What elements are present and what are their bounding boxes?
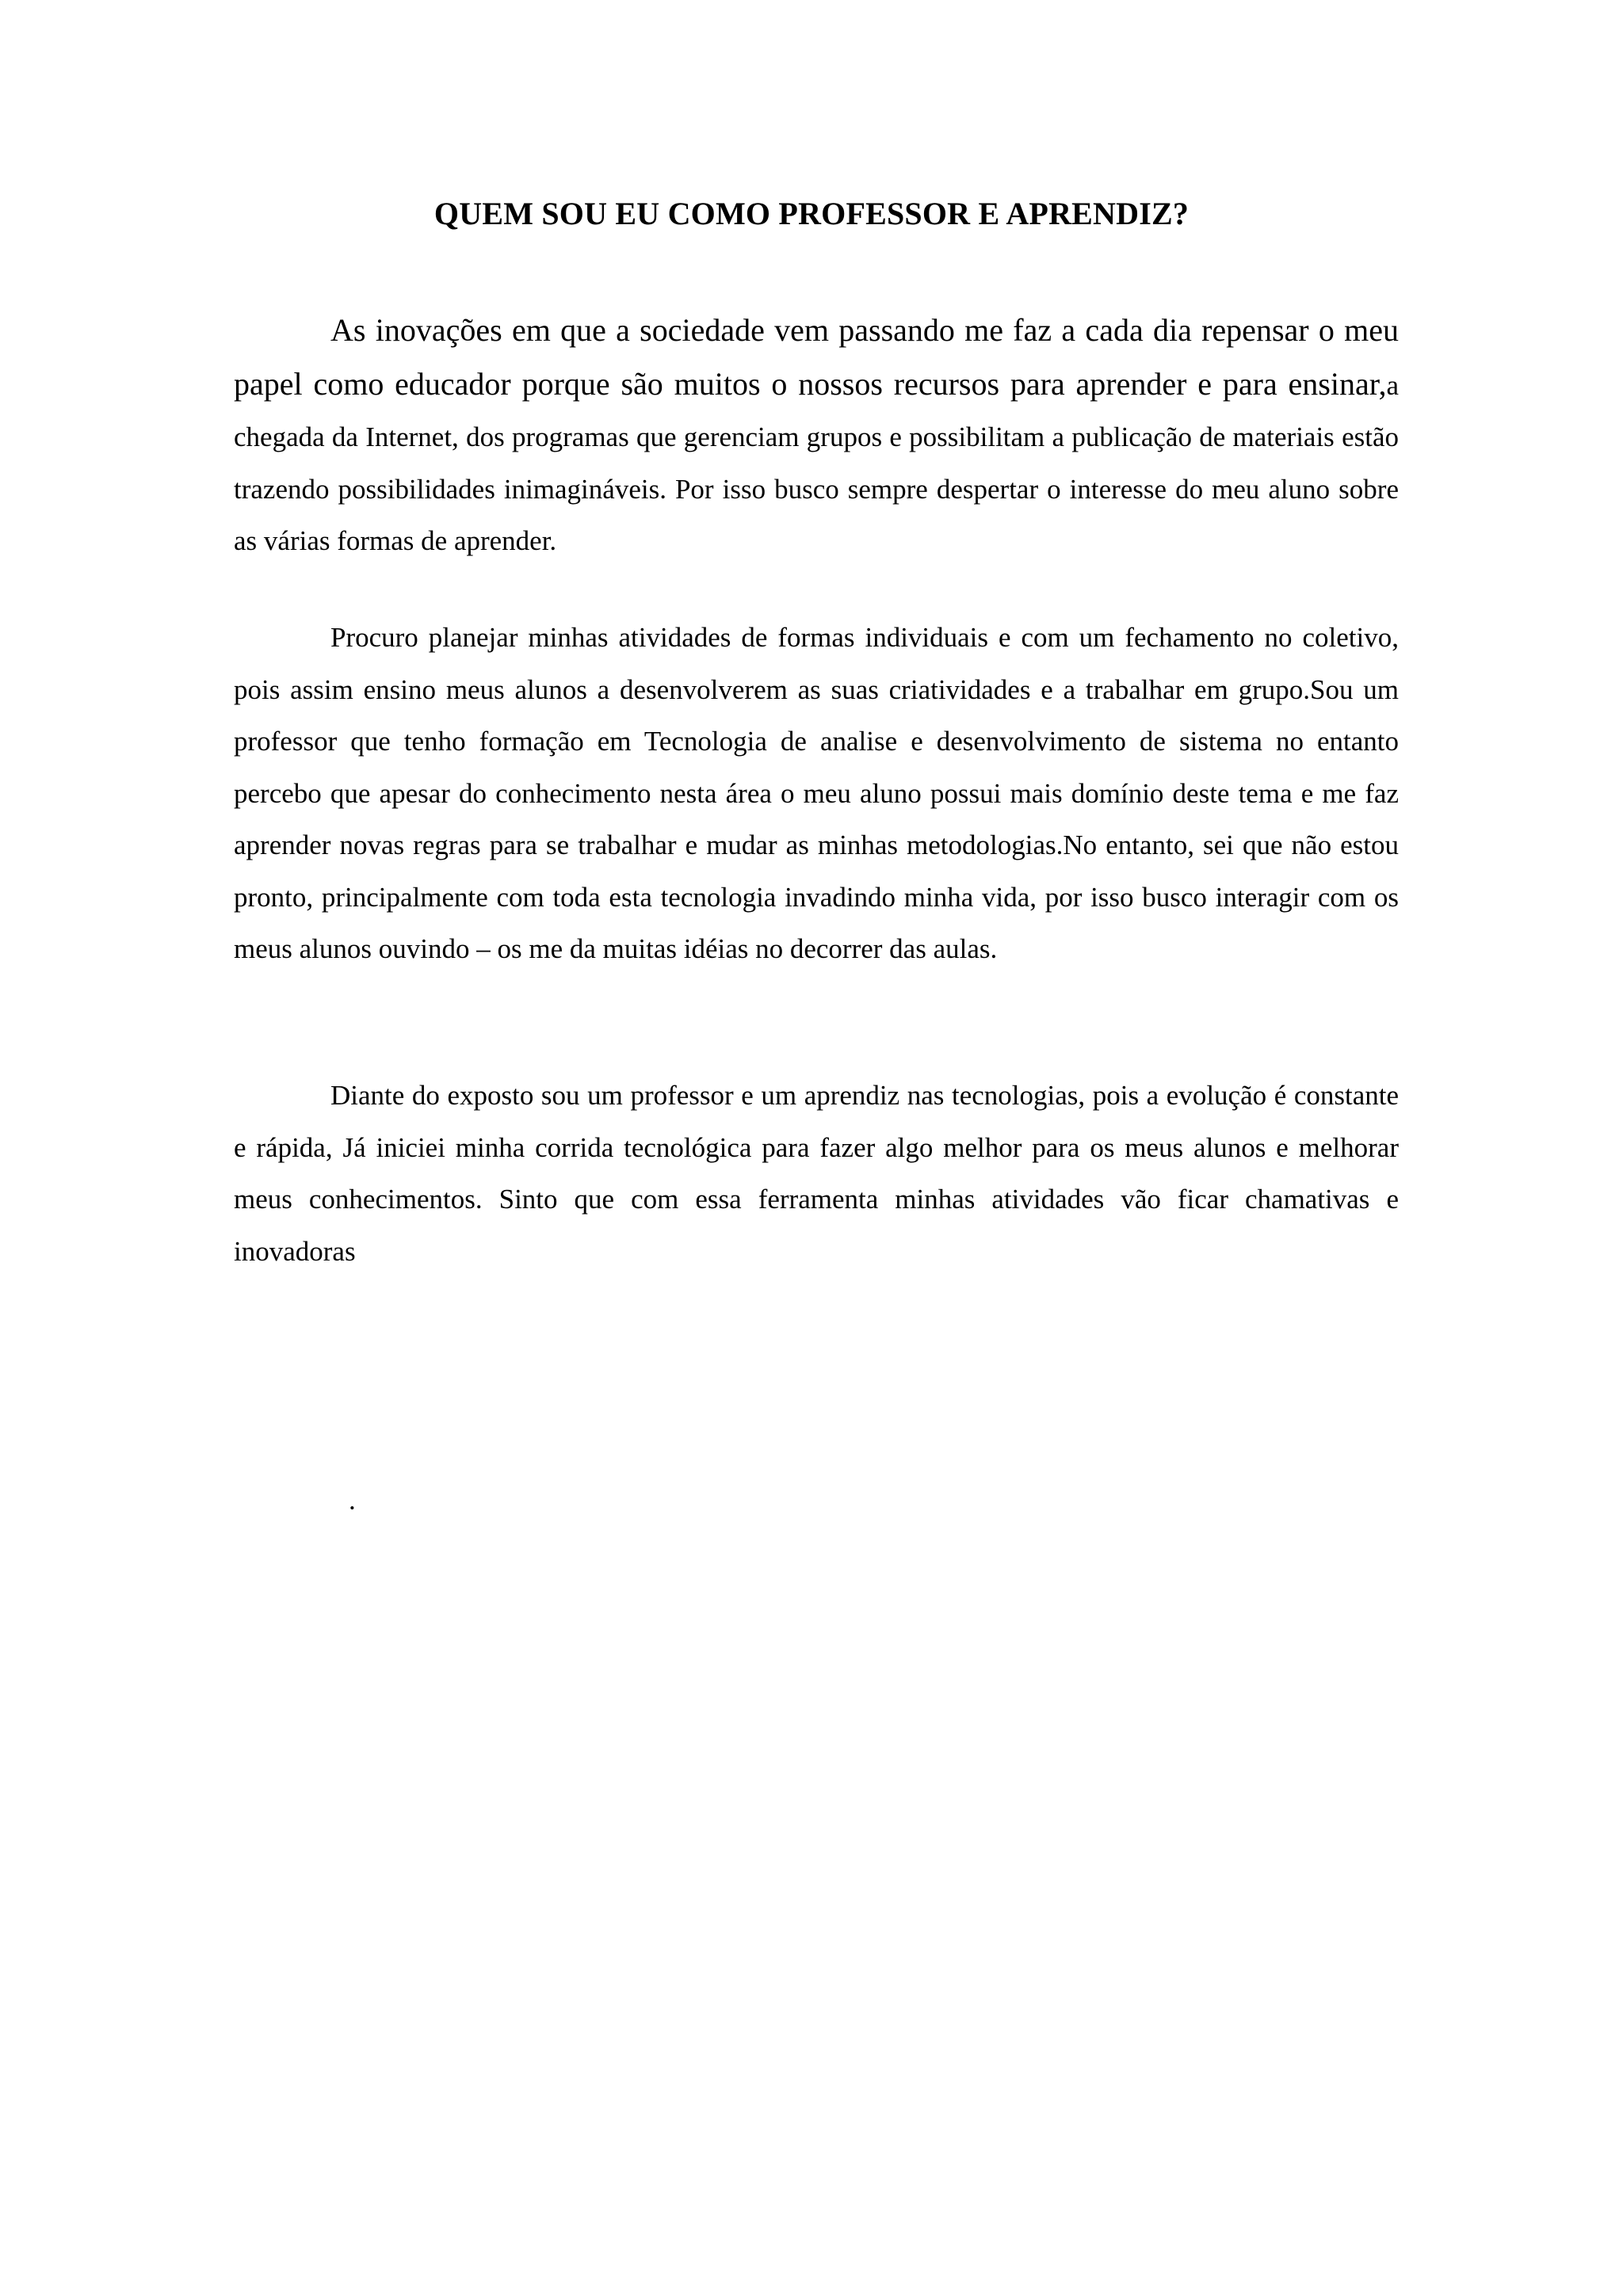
trailing-dot: . bbox=[349, 1485, 356, 1516]
paragraph-3: Diante do exposto sou um professor e um aprendiz nas tecnologias, pois a evolução é constante e rápida, Já iniciei minha corrida tecnológica para fazer algo melhor para os meus alunos e melhorar meus conhecimentos. Sinto que com essa ferramenta minhas atividades vão ficar chamativas e inovadoras bbox=[234, 1080, 1399, 1267]
paragraph-1-lead: As inovações em que a sociedade vem passando me faz a cada dia repensar o meu papel como educador porque são muitos o nossos recursos para aprender e para ensinar, bbox=[234, 312, 1399, 402]
document-title: QUEM SOU EU COMO PROFESSOR E APRENDIZ? bbox=[433, 196, 1190, 231]
paragraph-2: Procuro planejar minhas atividades de formas individuais e com um fechamento no coletivo, pois assim ensino meus alunos a desenvolverem as suas criatividades e a trabalhar em grupo.Sou um professor que tenho formação em Tecnologia de analise e desenvolvimento de sistema no entanto percebo que apesar do conhecimento nesta área o meu aluno possui mais domínio deste tema e me faz aprender novas regras para se trabalhar e mudar as minhas metodologias.No entanto, sei que não estou pronto, principalmente com toda esta tecnologia invadindo minha vida, por isso busco interagir com os meus alunos ouvindo – os me da muitas idéias no decorrer das aulas. bbox=[234, 622, 1399, 964]
paragraph-1 bbox=[234, 304, 1399, 567]
paragraph-1-rest: a chegada da Internet, dos programas que gerenciam grupos e possibilitam a publicação de materiais estão trazendo possibilidades inimagináveis. Por isso busco sempre despertar o interesse do meu aluno sobre as várias formas de aprender. bbox=[234, 369, 1399, 556]
